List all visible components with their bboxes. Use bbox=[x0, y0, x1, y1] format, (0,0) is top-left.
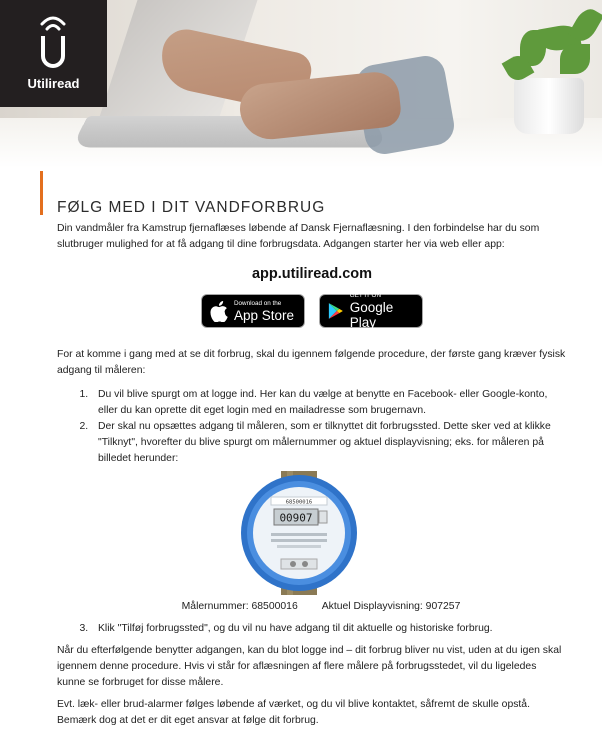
logo-u-mark bbox=[41, 36, 65, 68]
water-meter-illustration bbox=[57, 471, 567, 595]
utiliread-logo bbox=[0, 0, 107, 107]
app-store-small-label: Download on the bbox=[234, 299, 282, 307]
meter-display-caption: Aktuel Displayvisning: 907257 bbox=[321, 601, 461, 612]
meter-serial: 68500016 bbox=[285, 499, 313, 506]
after-text: Når du efterfølgende benytter adgangen, kan du blot logge ind – dit forbrug bliver nu vist, uden at du igen skal igennem denne procedure. Hvis vi står for aflæsningen af flere målere på forbrugsstedet, vil du ligeledes kunne se forbruget for disse målere. bbox=[57, 645, 562, 688]
app-url[interactable]: app.utiliread.com bbox=[251, 266, 373, 282]
store-badges bbox=[57, 294, 567, 328]
alarm-text: Evt. læk- eller brud-alarmer følges løbende af værket, og du vil blive kontaktet, såfremt de skulle opstå. Bemærk dog at det er dit eget ansvar at følge dit forbrug. bbox=[57, 699, 530, 726]
accent-bar bbox=[40, 171, 43, 215]
main-content bbox=[57, 200, 567, 729]
google-play-icon bbox=[328, 301, 344, 321]
page-title: FØLG MED I DIT VANDFORBRUG bbox=[57, 199, 326, 216]
logo-brand: Utiliread bbox=[27, 76, 80, 91]
step-2: 2. Der skal nu opsættes adgang til måleren, som er tilknyttet dit forbrugssted. Dette sker ved at klikke "Tilknyt", hvorefter du blive spurgt om målernummer og aktuel displayvisning; eks. for måleren på billedet herunder: bbox=[91, 419, 567, 467]
app-store-badge[interactable] bbox=[201, 294, 305, 328]
procedure-steps-continued bbox=[57, 621, 567, 637]
wifi-icon bbox=[39, 14, 67, 34]
step-1: 1. Du vil blive spurgt om at logge ind. Her kan du vælge at benytte en Facebook- eller Google-konto, eller du kan oprette dit eget login med en mailadresse som brugernavn. bbox=[91, 387, 567, 419]
meter-image bbox=[57, 471, 567, 595]
apple-icon bbox=[210, 301, 228, 322]
meter-caption bbox=[75, 599, 567, 615]
procedure-steps bbox=[57, 387, 567, 467]
procedure-intro: For at komme i gang med at se dit forbrug, skal du igennem følgende procedure, der første gang kræver fysisk adgang til måleren: bbox=[57, 349, 566, 376]
intro-text: Din vandmåler fra Kamstrup fjernaflæses løbende af Dansk Fjernaflæsning. I den forbindelse har du som slutbruger mulighed for at få adgang til dine forbrugsdata. Adgangen starter her via web eller app: bbox=[57, 223, 540, 250]
meter-number-caption: Målernummer: 68500016 bbox=[181, 601, 298, 612]
google-play-label: Google Play bbox=[349, 300, 394, 330]
meter-display: 00907 bbox=[279, 511, 313, 525]
step-3: 3. Klik "Tilføj forbrugssted", og du vil nu have adgang til dit aktuelle og historiske forbrug. bbox=[91, 621, 567, 637]
google-play-small-label: GET IT ON bbox=[349, 292, 381, 299]
google-play-badge[interactable] bbox=[319, 294, 423, 328]
app-store-label: App Store bbox=[234, 307, 295, 323]
